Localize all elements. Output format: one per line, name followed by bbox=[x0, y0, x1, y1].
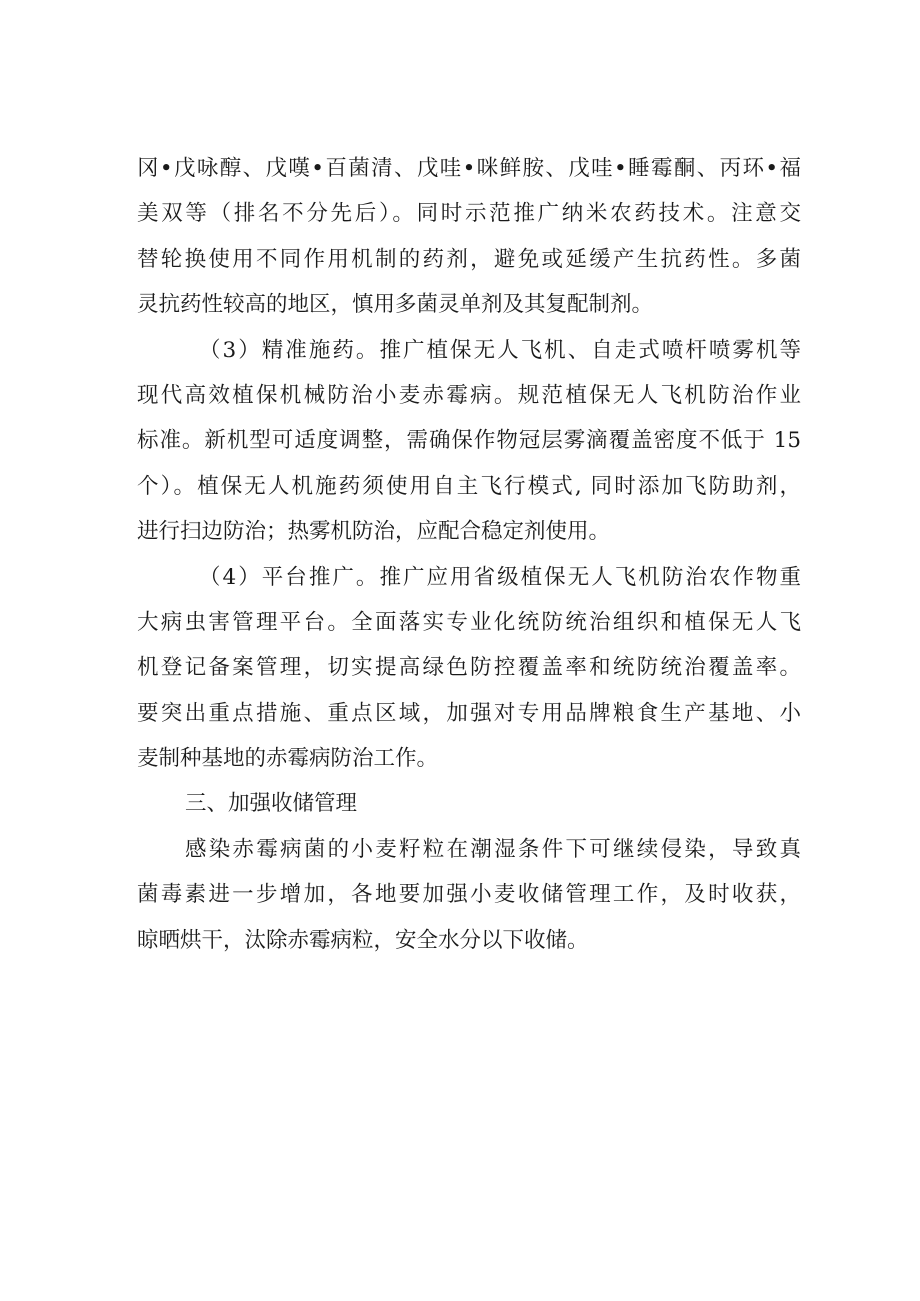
text-line: 标准。新机型可适度调整，需确保作物冠层雾滴覆盖密度不低于 15 bbox=[137, 428, 801, 454]
text-line: （4）平台推广。推广应用省级植保无人飞机防治农作物重 bbox=[199, 564, 801, 590]
text-line: 感染赤霉病菌的小麦籽粒在潮湿条件下可继续侵染，导致真 bbox=[185, 836, 801, 862]
text-line: 个）。植保无人机施药须使用自主飞行模式, 同时添加飞防助剂， bbox=[137, 473, 801, 499]
text-line: 要突出重点措施、重点区域，加强对专用品牌粮食生产基地、小 bbox=[137, 700, 801, 726]
text-line: 进行扫边防治；热雾机防治，应配合稳定剂使用。 bbox=[137, 519, 611, 545]
text-line: （3）精准施药。推广植保无人飞机、自走式喷杆喷雾机等 bbox=[199, 337, 801, 363]
text-line: 晾晒烘干，汰除赤霉病粒，安全水分以下收储。 bbox=[137, 927, 589, 953]
text-line: 机登记备案管理，切实提高绿色防控覆盖率和统防统治覆盖率。 bbox=[137, 655, 801, 681]
text-line: 替轮换使用不同作用机制的药剂，避免或延缓产生抗药性。多菌 bbox=[137, 246, 801, 272]
text-line: 美双等（排名不分先后）。同时示范推广纳米农药技术。注意交 bbox=[137, 201, 801, 227]
text-line: 菌毒素进一步增加，各地要加强小麦收储管理工作，及时收获， bbox=[137, 882, 801, 908]
text-line: 冈•戊咏醇、戊嘆•百菌清、戊哇•咪鲜胺、戊哇•睡霉酮、丙环•福 bbox=[137, 156, 801, 181]
text-line: 现代高效植保机械防治小麦赤霉病。规范植保无人飞机防治作业 bbox=[137, 382, 801, 408]
text-line: 麦制种基地的赤霉病防治工作。 bbox=[137, 746, 439, 772]
text-line: 大病虫害管理平台。全面落实专业化统防统治组织和植保无人飞 bbox=[137, 609, 801, 635]
section-heading: 三、加强收储管理 bbox=[185, 791, 358, 817]
text-line: 灵抗药性较高的地区，慎用多菌灵单剂及其复配制剂。 bbox=[137, 292, 654, 318]
body-text bbox=[137, 146, 801, 963]
